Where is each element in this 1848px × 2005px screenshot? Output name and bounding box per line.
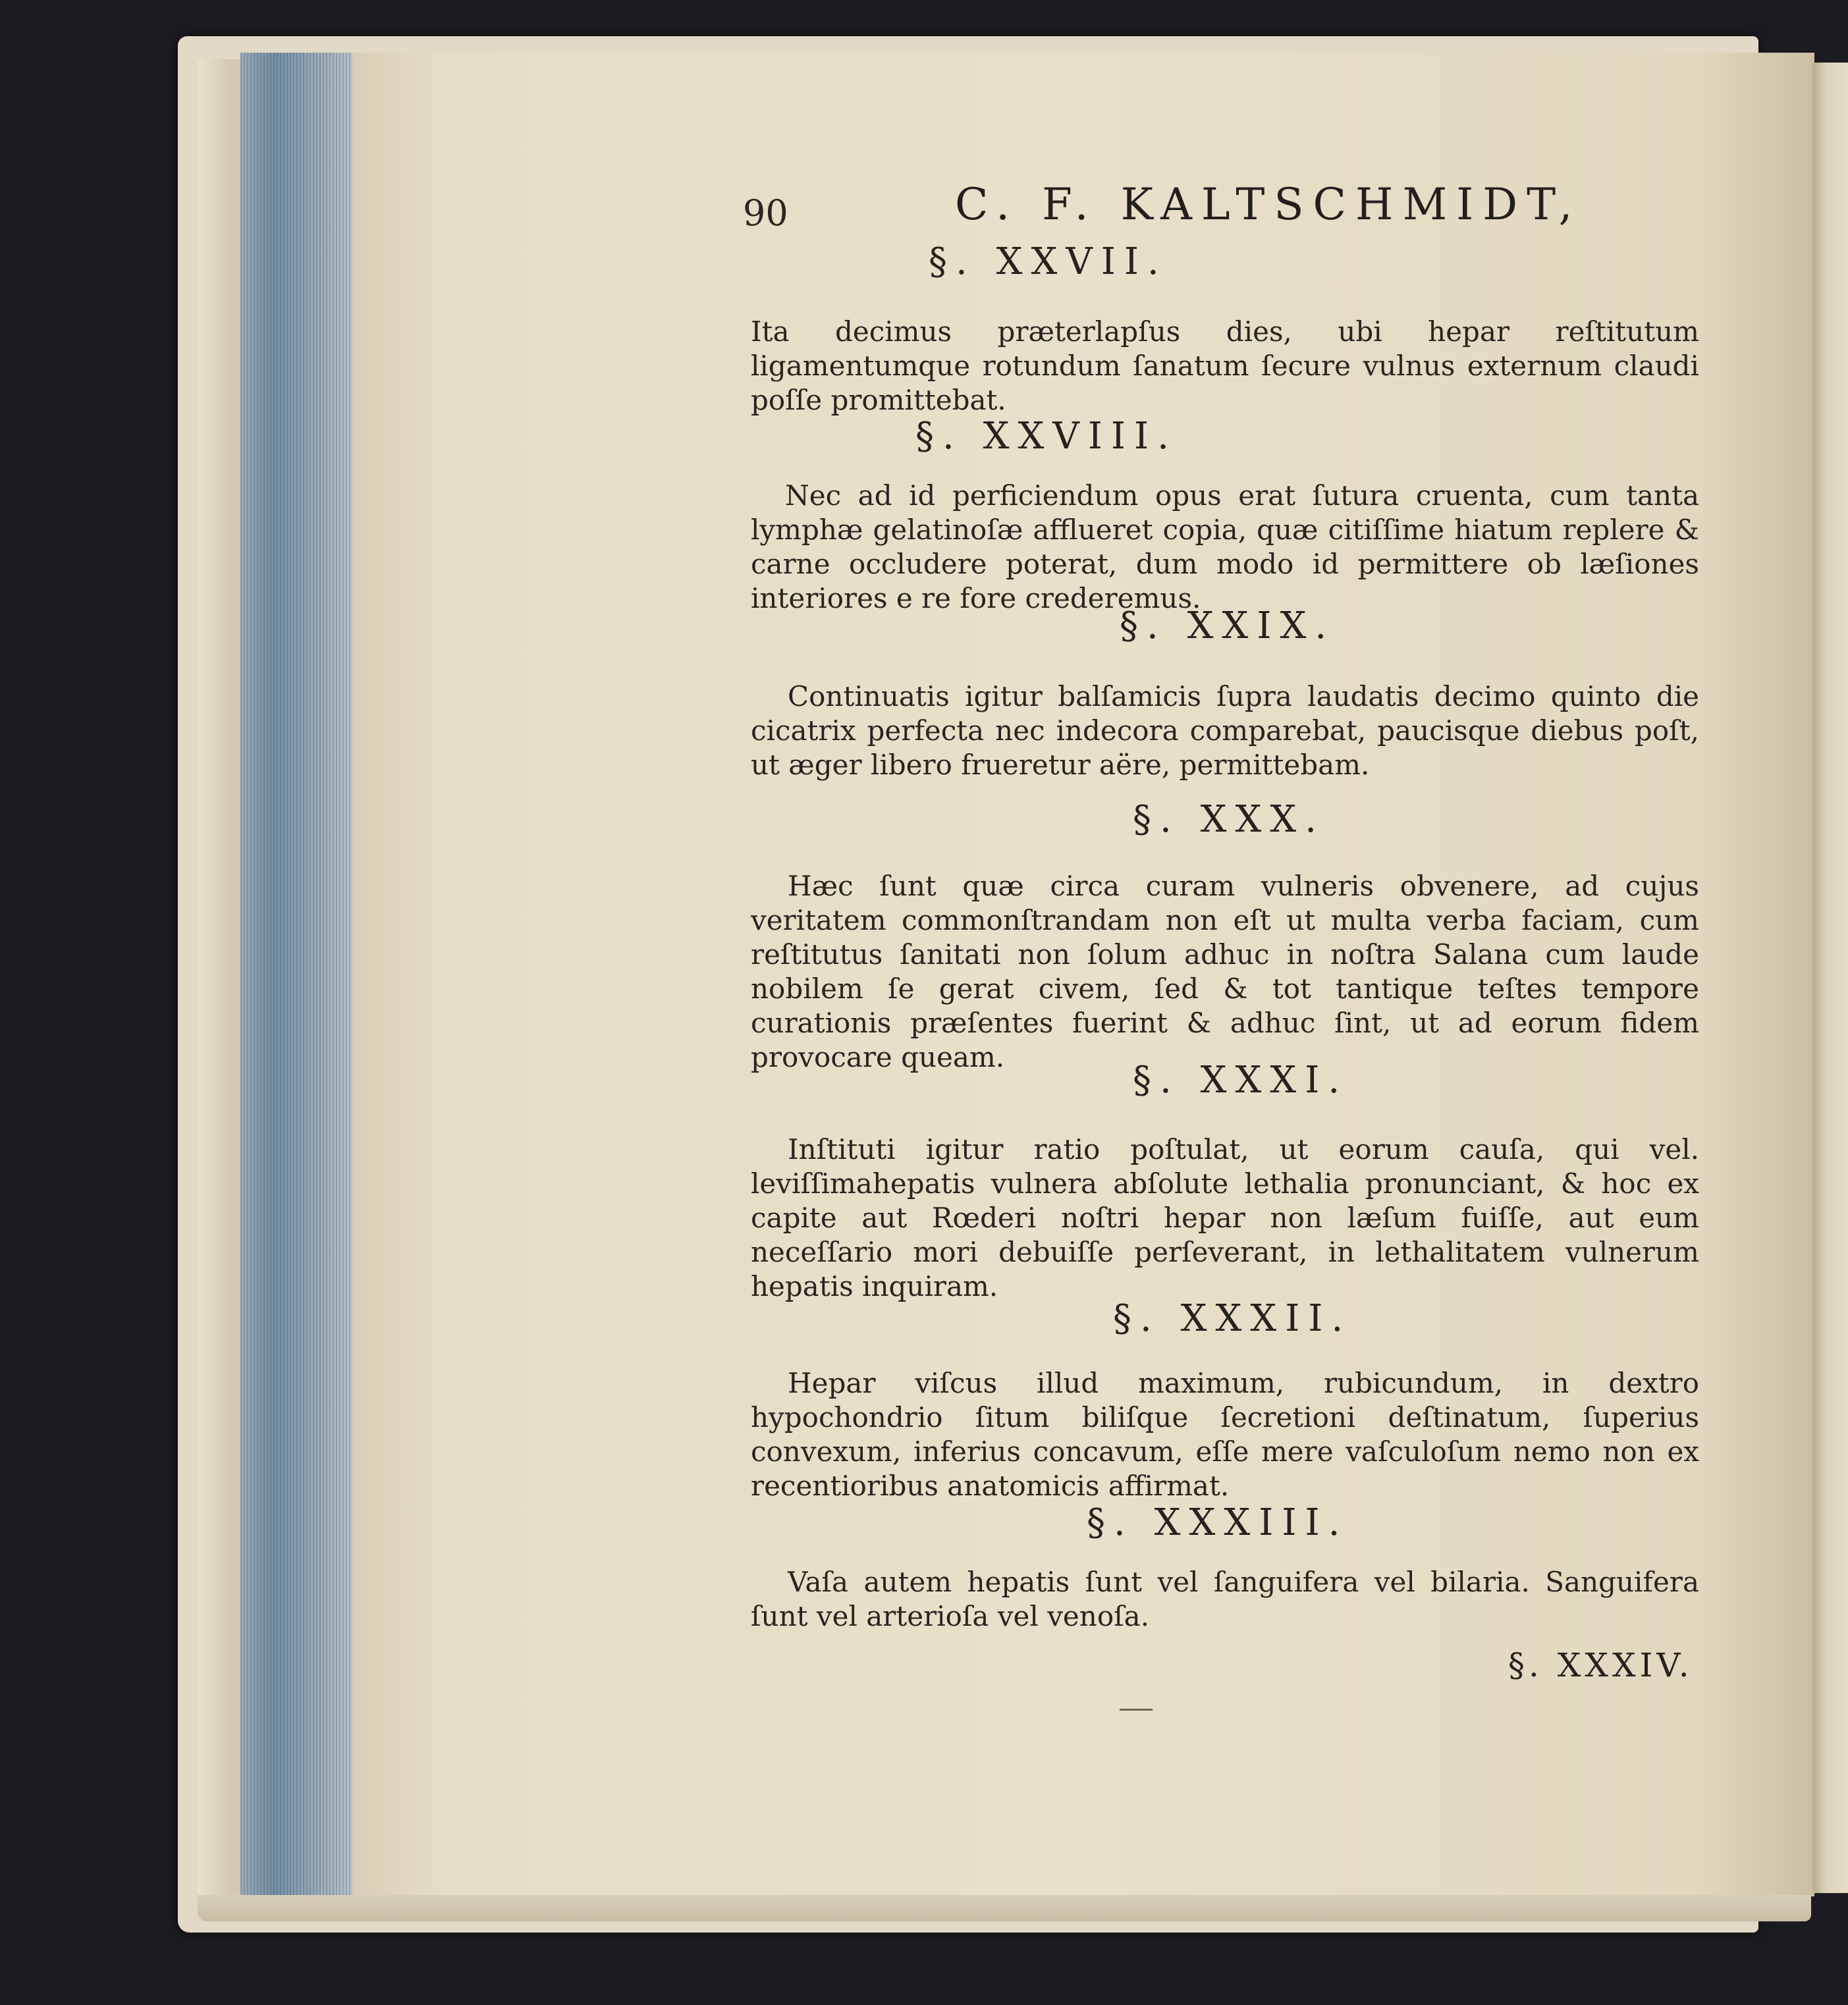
- book-bottom-edge: [198, 1895, 1811, 1921]
- section-heading: §. XXVIII.: [915, 415, 1178, 458]
- section-heading: §. XXXIII.: [1087, 1501, 1349, 1544]
- cover-board-edge: [198, 59, 244, 1910]
- section-heading: §. XXIX.: [1120, 604, 1336, 647]
- catchword: §. XXXIV.: [1508, 1646, 1693, 1684]
- facing-page-edge: [1812, 63, 1848, 1893]
- page-header: [744, 179, 1732, 238]
- running-title: C. F. KALTSCHMIDT,: [955, 179, 1582, 230]
- section-paragraph: [751, 1133, 1699, 1304]
- section-heading: §. XXVII.: [929, 240, 1168, 283]
- sprinkled-page-edges: [240, 53, 354, 1919]
- section-heading: §. XXXI.: [1133, 1059, 1349, 1102]
- section-heading: §. XXX.: [1133, 798, 1326, 841]
- section-paragraph: [751, 869, 1699, 1075]
- section-paragraph: [751, 1565, 1699, 1634]
- paragraph-text: Continuatis igitur balſamicis ſupra laudatis decimo quinto die cicatrix perfecta nec indecora comparebat, paucisque diebus poſt, ut æger libero frueretur aëre, permittebam.: [751, 680, 1699, 781]
- page-number: 90: [743, 192, 788, 234]
- paragraph-text: Hepar viſcus illud maximum, rubicundum, in dextro hypochondrio ſitum biliſque ſecretioni deſtinatum, ſuperius convexum, inferius concavum, eſſe mere vaſculoſum nemo non ex recentioribus anatomicis affirmat.: [751, 1367, 1699, 1502]
- section-paragraph: [751, 479, 1699, 616]
- section-paragraph: [751, 1366, 1699, 1503]
- paragraph-text: Inſtituti igitur ratio poſtulat, ut eorum cauſa, qui vel. leviſſimahepatis vulnera abſolute lethalia pronunciant, & hoc ex capite aut Rœderi noſtri hepar non læſum fuiſſe, aut eum neceſſario mori debuiſſe perſeverant, in lethalitatem vulnerum hepatis inquiram.: [751, 1133, 1699, 1302]
- section-paragraph: [751, 315, 1699, 417]
- section-paragraph: [751, 680, 1699, 782]
- printer-mark: [1120, 1709, 1153, 1711]
- paragraph-text: Vaſa autem hepatis ſunt vel ſanguifera vel bilaria. Sanguifera ſunt vel arterioſa vel venoſa.: [751, 1566, 1699, 1632]
- paragraph-text: Hæc ſunt quæ circa curam vulneris obvenere, ad cujus veritatem commonſtrandam non eſt ut multa verba faciam, cum reſtitutus ſanitati non ſolum adhuc in noſtra Salana cum laude nobilem ſe gerat civem, ſed & tot tantique teſtes tempore curationis præſentes fuerint & adhuc ſint, ut ad eorum fidem provocare queam.: [751, 870, 1699, 1073]
- paragraph-text: Nec ad id perficiendum opus erat ſutura cruenta, cum tanta lymphæ gelatinoſæ afflueret copia, quæ citiſſime hiatum replere & carne occludere poterat, dum modo id permittere ob læſiones interiores e re fore crederemus.: [751, 479, 1699, 614]
- section-heading: §. XXXII.: [1113, 1297, 1352, 1340]
- paragraph-text: Ita decimus præterlapſus dies, ubi hepar reſtitutum ligamentumque rotundum ſanatum ſecure vulnus externum claudi poſſe promittebat.: [751, 315, 1699, 416]
